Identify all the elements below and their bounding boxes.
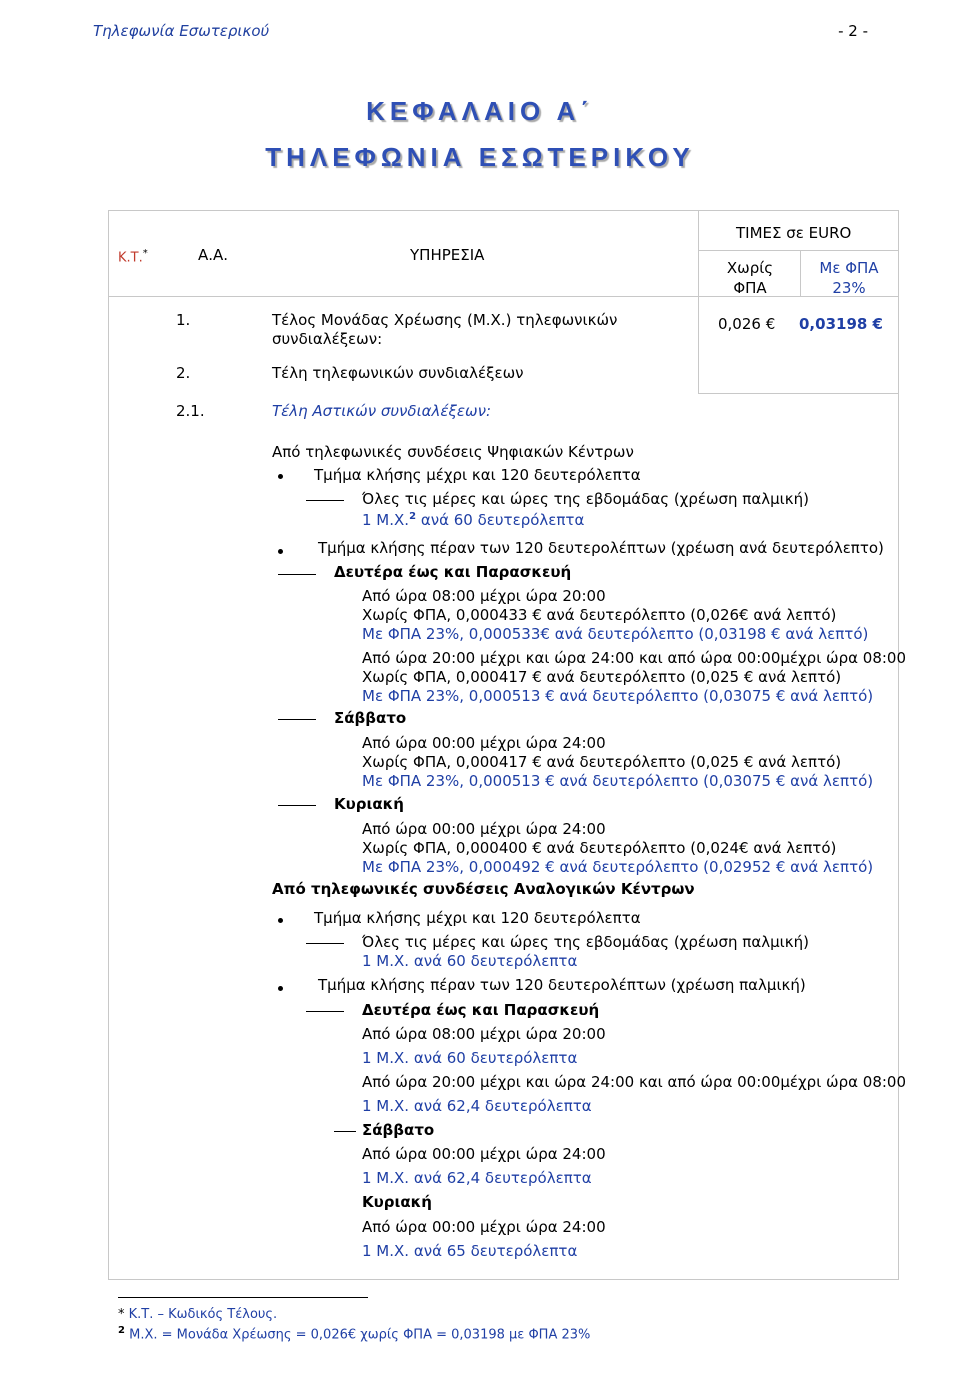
bullet-icon — [278, 986, 283, 991]
bullet-icon — [278, 918, 283, 923]
table-divider — [698, 393, 898, 394]
row-service-text — [272, 311, 617, 349]
digital-saturday: Σάββατο — [334, 709, 407, 727]
footnote-2 — [118, 1325, 590, 1342]
digital-sun-time: Από ώρα 00:00 μέχρι ώρα 24:00 — [362, 820, 606, 838]
price-no-vat: 0,026 € — [718, 315, 776, 333]
analog-sat-time: Από ώρα 00:00 μέχρι ώρα 24:00 — [362, 1145, 606, 1163]
row-number: 1. — [176, 311, 191, 329]
page-number: - 2 - — [838, 22, 868, 40]
no-vat-header-line2: ΦΠΑ — [733, 279, 767, 297]
analog-mf-night: Από ώρα 20:00 μέχρι και ώρα 24:00 και από ώρα 00:00μέχρι ώρα 08:00 — [362, 1073, 907, 1091]
footnote-ref: 2 — [409, 511, 417, 522]
service-column-header: ΥΠΗΡΕΣΙΑ — [410, 246, 485, 264]
chapter-subtitle: ΤΗΛΕΦΩΝΙΑ ΕΣΩΤΕΡΙΚΟΥ — [265, 142, 695, 172]
footnote-ref: * — [142, 248, 148, 259]
analog-bullet-1: Τμήμα κλήσης μέχρι και 120 δευτερόλεπτα — [314, 909, 641, 927]
table-divider — [698, 210, 699, 393]
dash-icon — [278, 574, 316, 575]
digital-mf-day-novat: Χωρίς ΦΠΑ, 0,000433 € ανά δευτερόλεπτο (0,026€ ανά λεπτό) — [362, 606, 837, 624]
analog-sunday: Κυριακή — [362, 1193, 432, 1211]
unit-suffix: ανά 60 δευτερόλεπτα — [416, 511, 585, 529]
dash-icon — [334, 1131, 356, 1132]
bullet-icon — [278, 474, 283, 479]
running-header-title: Τηλεφωνία Εσωτερικού — [93, 22, 270, 40]
analog-sun-time: Από ώρα 00:00 μέχρι ώρα 24:00 — [362, 1218, 606, 1236]
footnote-text: Κ.Τ. – Κωδικός Τέλους. — [128, 1307, 278, 1322]
analog-mf-night-unit: 1 Μ.Χ. ανά 62,4 δευτερόλεπτα — [362, 1097, 592, 1115]
section-title: Τέλη Αστικών συνδιαλέξεων: — [272, 402, 492, 420]
digital-sunday: Κυριακή — [334, 795, 404, 813]
analog-mf-day: Από ώρα 08:00 μέχρι ώρα 20:00 — [362, 1025, 606, 1043]
digital-mf-night-novat: Χωρίς ΦΠΑ, 0,000417 € ανά δευτερόλεπτο (0,025 € ανά λεπτό) — [362, 668, 842, 686]
vat-header — [800, 258, 898, 298]
vat-header-line1: Με ΦΠΑ — [819, 259, 879, 277]
row-number: 2.1. — [176, 402, 205, 420]
code-column-header — [118, 248, 148, 265]
row-service-line1: Τέλος Μονάδας Χρέωσης (Μ.Χ.) τηλεφωνικών — [272, 311, 618, 329]
digital-mf-day: Από ώρα 08:00 μέχρι ώρα 20:00 — [362, 587, 606, 605]
dash-icon — [306, 500, 344, 501]
analog-heading: Από τηλεφωνικές συνδέσεις Αναλογικών Κέντρων — [272, 880, 695, 898]
analog-sat-unit: 1 Μ.Χ. ανά 62,4 δευτερόλεπτα — [362, 1169, 592, 1187]
analog-bullet-2: Τμήμα κλήσης πέραν των 120 δευτερολέπτων (χρέωση παλμική) — [318, 976, 806, 994]
footnote-1 — [118, 1307, 277, 1322]
digital-heading: Από τηλεφωνικές συνδέσεις Ψηφιακών Κέντρων — [272, 443, 634, 461]
vat-header-line2: 23% — [832, 279, 866, 297]
digital-sun-novat: Χωρίς ΦΠΑ, 0,000400 € ανά δευτερόλεπτο (0,024€ ανά λεπτό) — [362, 839, 837, 857]
footnote-mark: 2 — [118, 1325, 125, 1336]
footnote-text: Μ.Χ. = Μονάδα Χρέωσης = 0,026€ χωρίς ΦΠΑ = 0,03198 με ΦΠΑ 23% — [129, 1327, 591, 1343]
row-service-text: Τέλη τηλεφωνικών συνδιαλέξεων — [272, 364, 524, 382]
dash-icon — [278, 719, 316, 720]
row-service-line2: συνδιαλέξεων: — [272, 330, 383, 348]
dash-icon — [306, 943, 344, 944]
analog-sun-unit: 1 Μ.Χ. ανά 65 δευτερόλεπτα — [362, 1242, 578, 1260]
table-divider — [698, 250, 898, 251]
price-with-vat: 0,03198 € — [799, 315, 883, 333]
footnote-separator — [118, 1297, 368, 1298]
digital-bullet-2: Τμήμα κλήσης πέραν των 120 δευτερολέπτων (χρέωση ανά δευτερόλεπτο) — [318, 539, 884, 557]
digital-mf-night: Από ώρα 20:00 μέχρι και ώρα 24:00 και από ώρα 00:00μέχρι ώρα 08:00 — [362, 649, 907, 667]
unit-prefix: 1 Μ.Χ. — [362, 511, 410, 529]
analog-saturday: Σάββατο — [362, 1121, 435, 1139]
digital-mon-fri: Δευτέρα έως και Παρασκευή — [334, 563, 572, 581]
digital-sat-novat: Χωρίς ΦΠΑ, 0,000417 € ανά δευτερόλεπτο (0,025 € ανά λεπτό) — [362, 753, 842, 771]
prices-header: ΤΙΜΕΣ σε EURO — [736, 224, 852, 242]
analog-mon-fri: Δευτέρα έως και Παρασκευή — [362, 1001, 600, 1019]
no-vat-header — [700, 258, 800, 298]
analog-all-days: Όλες τις μέρες και ώρες της εβδομάδας (χρέωση παλμική) — [362, 933, 809, 951]
row-number: 2. — [176, 364, 191, 382]
digital-sat-time: Από ώρα 00:00 μέχρι ώρα 24:00 — [362, 734, 606, 752]
footnote-mark: * — [118, 1307, 125, 1322]
analog-unit: 1 Μ.Χ. ανά 60 δευτερόλεπτα — [362, 952, 578, 970]
digital-mf-day-vat: Με ΦΠΑ 23%, 0,000533€ ανά δευτερόλεπτο (0,03198 € ανά λεπτό) — [362, 625, 869, 643]
dash-icon — [306, 1011, 344, 1012]
dash-icon — [278, 805, 316, 806]
digital-unit — [362, 511, 584, 529]
aa-column-header: Α.Α. — [198, 246, 229, 264]
no-vat-header-line1: Χωρίς — [726, 259, 774, 277]
chapter-title: ΚΕΦΑΛΑΙΟ Α΄ — [366, 96, 594, 126]
bullet-icon — [278, 549, 283, 554]
digital-sat-vat: Με ΦΠΑ 23%, 0,000513 € ανά δευτερόλεπτο (0,03075 € ανά λεπτό) — [362, 772, 874, 790]
digital-bullet-1: Τμήμα κλήσης μέχρι και 120 δευτερόλεπτα — [314, 466, 641, 484]
digital-all-days: Όλες τις μέρες και ώρες της εβδομάδας (χρέωση παλμική) — [362, 490, 809, 508]
digital-sun-vat: Με ΦΠΑ 23%, 0,000492 € ανά δευτερόλεπτο (0,02952 € ανά λεπτό) — [362, 858, 874, 876]
code-column-label: Κ.Τ. — [118, 250, 143, 266]
digital-mf-night-vat: Με ΦΠΑ 23%, 0,000513 € ανά δευτερόλεπτο (0,03075 € ανά λεπτό) — [362, 687, 874, 705]
analog-mf-day-unit: 1 Μ.Χ. ανά 60 δευτερόλεπτα — [362, 1049, 578, 1067]
